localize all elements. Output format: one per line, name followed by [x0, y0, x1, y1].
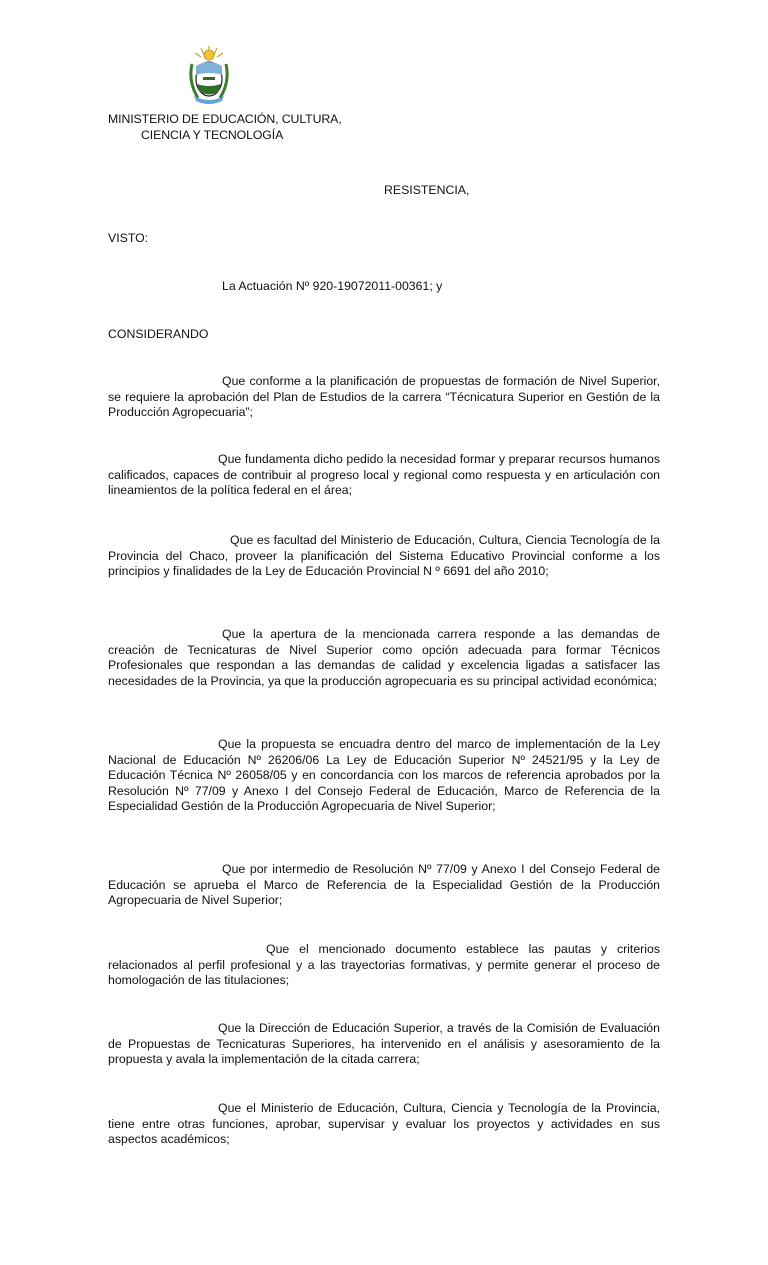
ministry-line-2: CIENCIA Y TECNOLOGÍA — [141, 128, 284, 142]
considerando-paragraph: Que el Ministerio de Educación, Cultura, Ciencia y Tecnología de la Provincia, tiene entre otras funciones, aprobar, supervisar y evaluar los proyectos y actividades en sus aspectos académicos; — [108, 1101, 660, 1147]
considerando-heading: CONSIDERANDO — [108, 327, 209, 341]
city-dateline: RESISTENCIA, — [384, 183, 470, 197]
considerando-paragraph: Que la apertura de la mencionada carrera responde a las demandas de creación de Tecnicaturas de Nivel Superior como opción adecuada para formar Técnicos Profesionales que respondan a las demandas de calidad y excelencia ligadas a satisfacer las necesidades de la Provincia, ya que la producción agropecuaria es su principal actividad económica; — [108, 627, 660, 688]
ministry-name — [108, 111, 342, 143]
considerando-paragraph: Que conforme a la planificación de propuestas de formación de Nivel Superior, se requiere la aprobación del Plan de Estudios de la carrera “Técnicatura Superior en Gestión de la Producción Agropecuaria”; — [108, 374, 660, 420]
ministry-line-1: MINISTERIO DE EDUCACIÓN, CULTURA, — [108, 112, 342, 126]
considerando-paragraph: Que la propuesta se encuadra dentro del marco de implementación de la Ley Nacional de Educación Nº 26206/06 La Ley de Educación Superior Nº 24521/95 y la Ley de Educación Técnica Nº 26058/05 y en concordancia con los marcos de referencia aprobados por la Resolución Nº 77/09 y Anexo I del Consejo Federal de Educación, Marco de Referencia de la Especialidad Gestión de la Producción Agropecuaria de Nivel Superior; — [108, 737, 660, 814]
provincial-coat-of-arms-icon — [186, 44, 232, 106]
considerando-paragraph: Que fundamenta dicho pedido la necesidad formar y preparar recursos humanos calificados, capaces de contribuir al progreso local y regional como respuesta y en articulación con lineamientos de la política federal en el área; — [108, 452, 660, 498]
considerando-paragraph: Que por intermedio de Resolución Nº 77/09 y Anexo I del Consejo Federal de Educación se aprueba el Marco de Referencia de la Especialidad Gestión de la Producción Agropecuaria de Nivel Superior; — [108, 862, 660, 908]
considerando-paragraph: Que el mencionado documento establece las pautas y criterios relacionados al perfil profesional y a las trayectorias formativas, y permite generar el proceso de homologación de las titulaciones; — [108, 942, 660, 988]
actuacion-reference: La Actuación Nº 920-19072011-00361; y — [222, 279, 443, 293]
considerando-paragraph: Que es facultad del Ministerio de Educación, Cultura, Ciencia Tecnología de la Provincia del Chaco, proveer la planificación del Sistema Educativo Provincial conforme a los principios y finalidades de la Ley de Educación Provincial N º 6691 del año 2010; — [108, 533, 660, 579]
visto-heading: VISTO: — [108, 231, 149, 245]
considerando-paragraph: Que la Dirección de Educación Superior, a través de la Comisión de Evaluación de Propuestas de Tecnicaturas Superiores, ha intervenido en el análisis y asesoramiento de la propuesta y avala la implementación de la citada carrera; — [108, 1021, 660, 1067]
